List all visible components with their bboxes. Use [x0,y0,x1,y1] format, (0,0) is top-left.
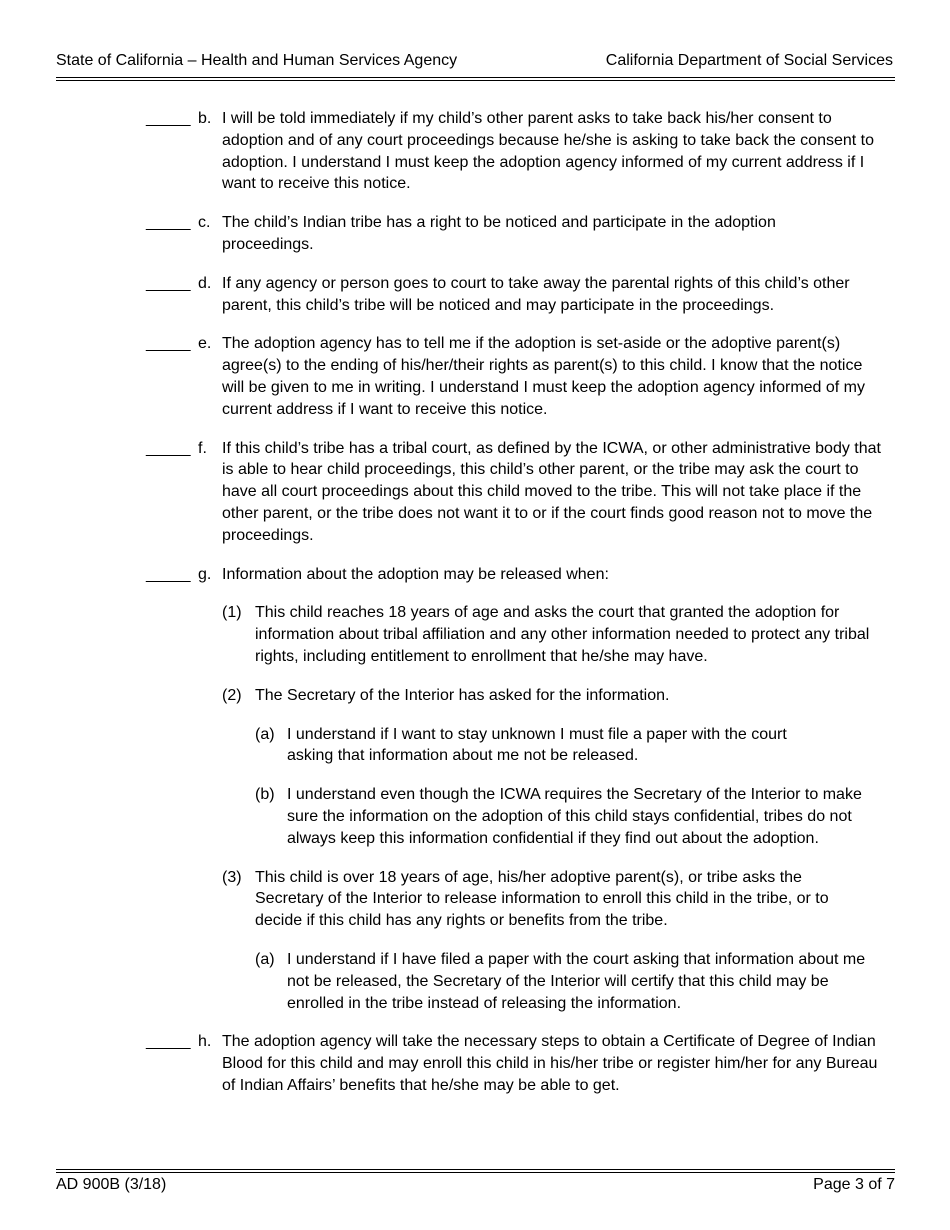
footer-divider-2 [56,1172,895,1173]
header-divider [56,77,895,78]
item-e [146,333,896,420]
item-text: The adoption agency will take the necessary steps to obtain a Certificate of Degree of Indian Blood for this child and may enroll this child in his/her tribe or register him/her for any Bureau of Indian Affairs’ benefits that he/she may be able to get. [222,1033,878,1094]
item-text: If this child’s tribe has a tribal court, as defined by the ICWA, or other administrative body that is able to hear child proceedings, this child’s other parent, or the tribe may ask the court to have all court proceedings about this child moved to the tribe. This will not take place if the other parent, or the tribe does not want it to or if the court finds good reason not to move the proceedings. [222,439,881,544]
item-text: The child’s Indian tribe has a right to be noticed and participate in the adoption proceedings. [222,214,776,253]
initial-blank[interactable]: _____ [146,110,191,127]
g2-sub-a [255,724,896,768]
header-divider-2 [56,80,895,81]
item-text: The adoption agency has to tell me if the adoption is set-aside or the adoptive parent(s) agree(s) to the ending of his/her/their rights as parent(s) to this child. I know that the notice will be given to me in writing. I understand I must keep the adoption agency informed of my current address if I want to receive this notice. [222,335,866,418]
g-sub-2 [222,685,896,850]
consent-items [146,108,896,1114]
sub-number: (3) [222,868,242,886]
item-letter: e. [198,335,212,353]
sub-text: I understand even though the ICWA requires the Secretary of the Interior to make sure the information on the adoption of this child stays confidential, tribes do not always keep this information confidential if they find out about the adoption. [287,786,862,847]
sub-number: (b) [255,786,275,804]
sub-text: This child reaches 18 years of age and asks the court that granted the adoption for information about tribal affiliation and any other information needed to protect any tribal rights, including entitlement to enrollment that he/she may have. [255,604,870,665]
sub-text: I understand if I want to stay unknown I must file a paper with the court asking that information about me not be released. [287,725,787,765]
initial-blank[interactable]: _____ [146,335,191,353]
item-g [146,564,896,1015]
footer-divider [56,1169,895,1170]
sub-number: (a) [255,950,275,968]
initial-blank[interactable]: _____ [146,274,191,292]
item-d [146,273,896,317]
initial-blank[interactable]: _____ [146,565,191,583]
item-letter: h. [198,1033,212,1051]
item-letter: g. [198,565,212,583]
item-f [146,438,896,547]
page-number: Page 3 of 7 [813,1176,895,1193]
form-number: AD 900B (3/18) [56,1176,167,1193]
item-text: Information about the adoption may be released when: [222,565,609,583]
initial-blank[interactable]: _____ [146,439,191,457]
sub-number: (1) [222,604,242,622]
sub-text: This child is over 18 years of age, his/her adoptive parent(s), or tribe asks the Secretary of the Interior to release information to enroll this child in the tribe, or to decide if this child has any rights or benefits from the tribe. [255,868,829,930]
department-name: California Department of Social Services [605,52,893,69]
initial-blank[interactable]: _____ [146,214,191,232]
agency-name: State of California – Health and Human Services Agency [56,52,458,69]
g-sub-1 [222,602,896,667]
item-letter: f. [198,439,207,457]
g3-sub-a [255,949,896,1014]
item-text: I will be told immediately if my child’s other parent asks to take back his/her consent to adoption and of any court proceedings because he/she is asking to take back the consent to adoption. I understand I must keep the adoption agency informed of my current address if I want to receive this notice. [222,110,874,193]
sub-number: (2) [222,686,242,704]
g2-sub-b [255,784,896,849]
item-letter: d. [198,274,212,292]
item-letter: b. [198,110,212,127]
item-b [146,108,896,195]
sub-text: The Secretary of the Interior has asked for the information. [255,686,670,704]
item-text: If any agency or person goes to court to take away the parental rights of this child’s other parent, this child’s tribe will be noticed and may participate in the proceedings. [222,274,850,314]
initial-blank[interactable]: _____ [146,1033,191,1051]
sub-number: (a) [255,725,275,743]
page-header [56,52,893,74]
item-c [146,212,896,256]
item-letter: c. [198,214,211,232]
sub-text: I understand if I have filed a paper with the court asking that information about me not be released, the Secretary of the Interior will certify that this child may be enrolled in the tribe instead of releasing the information. [287,950,866,1012]
g-sub-3 [222,867,896,1015]
item-h [146,1031,896,1096]
